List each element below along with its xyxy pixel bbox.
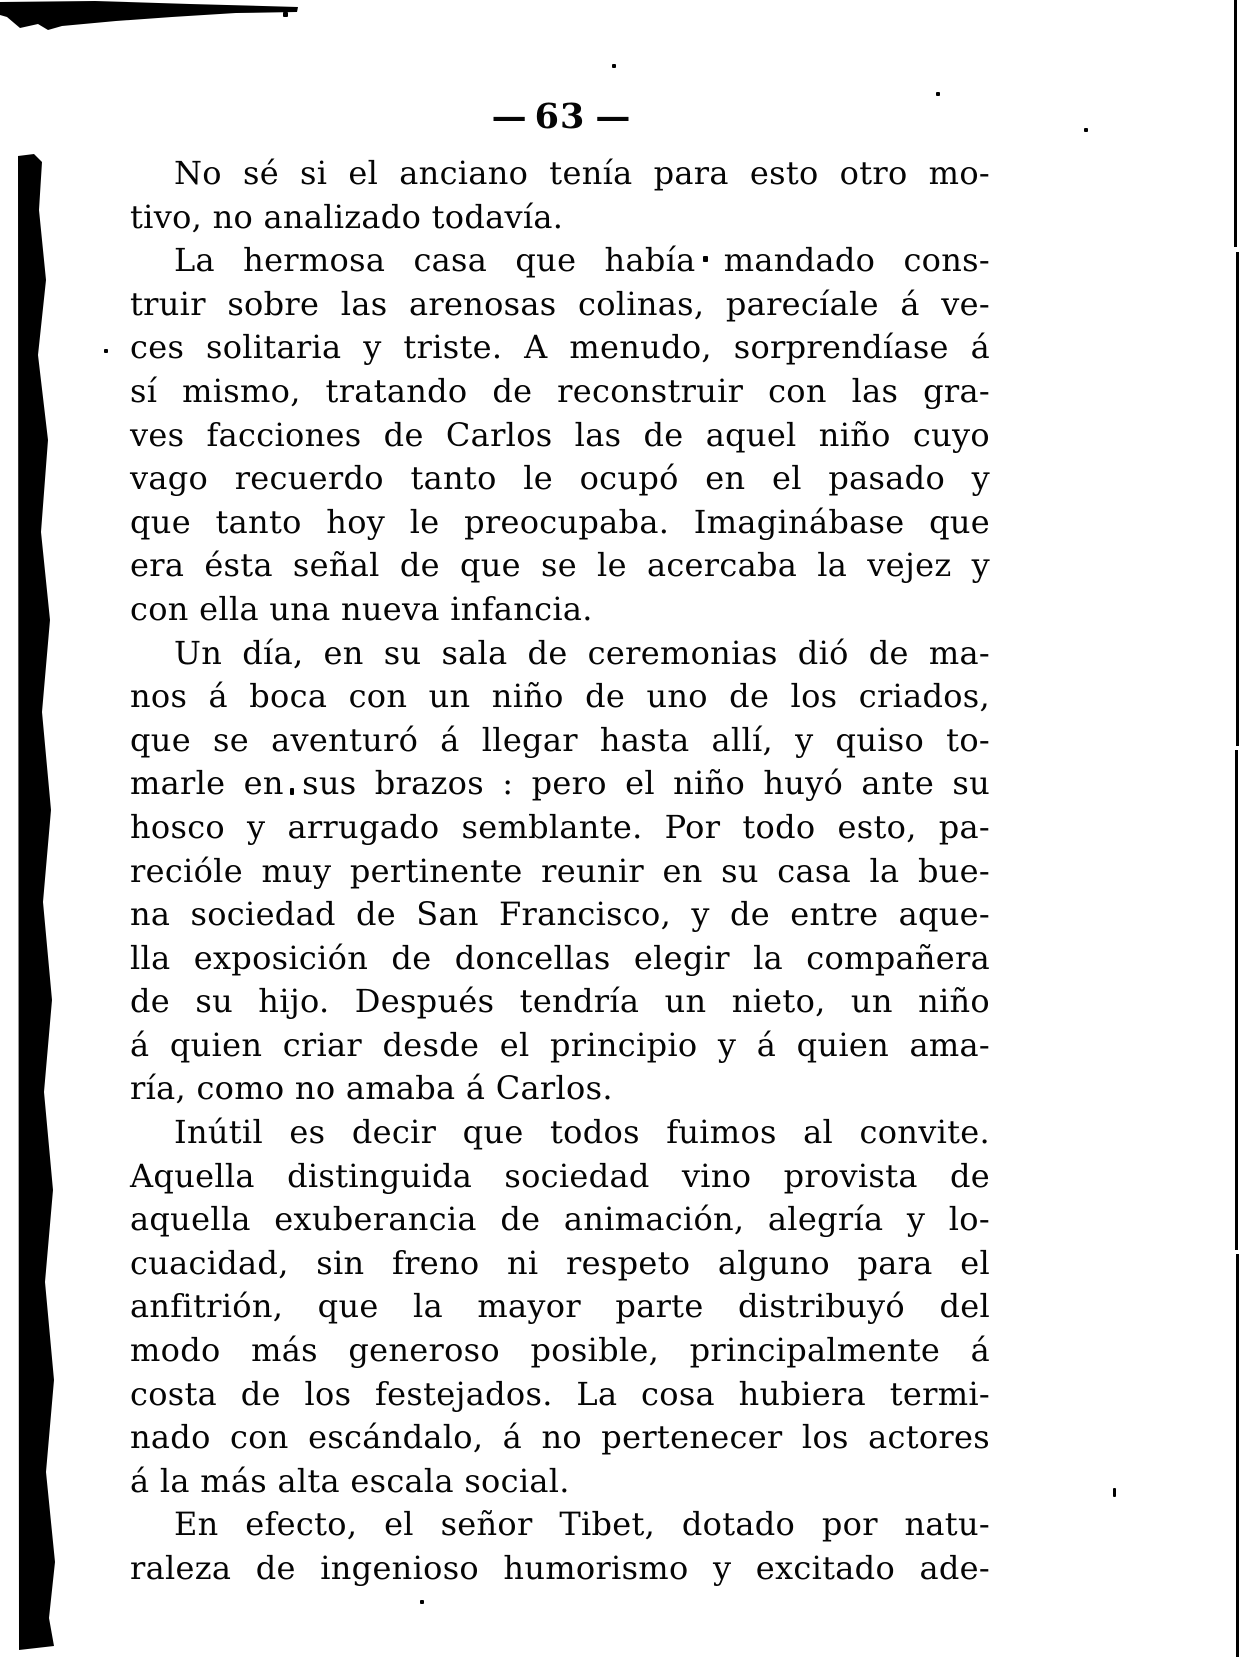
text-line: que tanto hoy le preocupaba. Imaginábase que bbox=[130, 502, 990, 541]
text-line: de su hijo. Después tendría un nieto, un niño bbox=[130, 982, 990, 1021]
text-line: á la más alta escala social. bbox=[130, 1461, 570, 1500]
text-line: En efecto, el señor Tibet, dotado por natu- bbox=[174, 1505, 990, 1544]
text-line: con ella una nueva infancia. bbox=[130, 589, 593, 628]
text-line: marle en sus brazos : pero el niño huyó ante su bbox=[130, 764, 990, 803]
ink-speck bbox=[612, 64, 616, 68]
text-line: vago recuerdo tanto le ocupó en el pasado y bbox=[130, 459, 990, 498]
text-line: á quien criar desde el principio y á quien ama- bbox=[130, 1025, 990, 1064]
page-edge-line bbox=[1235, 750, 1238, 1250]
ink-speck bbox=[104, 349, 108, 353]
text-line: lla exposición de doncellas elegir la compañera bbox=[130, 938, 990, 977]
text-line: raleza de ingenioso humorismo y excitado ade- bbox=[130, 1549, 990, 1587]
text-line: tivo, no analizado todavía. bbox=[130, 197, 564, 236]
page-edge-line bbox=[1236, 252, 1239, 746]
text-line: cuacidad, sin freno ni respeto alguno para el bbox=[130, 1243, 990, 1282]
text-line: era ésta señal de que se le acercaba la vejez y bbox=[130, 546, 990, 585]
ink-speck bbox=[1084, 128, 1088, 132]
text-line: truir sobre las arenosas colinas, parecíale á ve- bbox=[130, 284, 990, 323]
header-left-dash: — bbox=[491, 96, 525, 137]
page-number: 63 bbox=[534, 96, 586, 137]
ink-speck bbox=[1113, 1488, 1116, 1497]
text-line: nado con escándalo, á no pertenecer los actores bbox=[130, 1418, 990, 1457]
text-line: ces solitaria y triste. A menudo, sorprendíase á bbox=[130, 328, 990, 367]
page-number-header bbox=[130, 96, 990, 137]
ink-speck bbox=[30, 424, 34, 428]
text-line: La hermosa casa que había mandado cons- bbox=[174, 241, 990, 280]
text-line: sí mismo, tratando de reconstruir con las gra- bbox=[130, 371, 990, 410]
text-line: No sé si el anciano tenía para esto otro mo- bbox=[174, 154, 990, 192]
text-line: ves facciones de Carlos las de aquel niño cuyo bbox=[130, 415, 990, 454]
page-edge-line bbox=[1236, 1254, 1239, 1657]
gutter-shadow-left bbox=[8, 150, 68, 1657]
text-line: anfitrión, que la mayor parte distribuyó del bbox=[130, 1287, 990, 1326]
text-line: na sociedad de San Francisco, y de entre aque- bbox=[130, 895, 990, 934]
text-line: aquella exuberancia de animación, alegría y lo- bbox=[130, 1200, 990, 1239]
text-line: Inútil es decir que todos fuimos al convite. bbox=[174, 1113, 990, 1152]
ink-speck bbox=[420, 1600, 424, 1604]
text-block bbox=[130, 152, 990, 1591]
text-line: hosco y arrugado semblante. Por todo esto, pa- bbox=[130, 807, 990, 846]
text-line: recióle muy pertinente reunir en su casa la bue- bbox=[130, 851, 990, 890]
header-right-dash: — bbox=[595, 96, 629, 137]
page-edge-line bbox=[1234, 0, 1237, 247]
text-line: Aquella distinguida sociedad vino provista de bbox=[130, 1156, 990, 1195]
text-line: nos á boca con un niño de uno de los criados, bbox=[130, 677, 990, 716]
text-line: modo más generoso posible, principalmente á bbox=[130, 1331, 990, 1370]
text-line: ría, como no amaba á Carlos. bbox=[130, 1069, 613, 1108]
text-line: Un día, en su sala de ceremonias dió de ma- bbox=[174, 633, 990, 672]
ink-speck bbox=[283, 12, 288, 17]
text-line: que se aventuró á llegar hasta allí, y quiso to- bbox=[130, 720, 990, 759]
text-line: costa de los festejados. La cosa hubiera termi- bbox=[130, 1374, 990, 1413]
ink-smudge-top bbox=[0, 0, 310, 40]
